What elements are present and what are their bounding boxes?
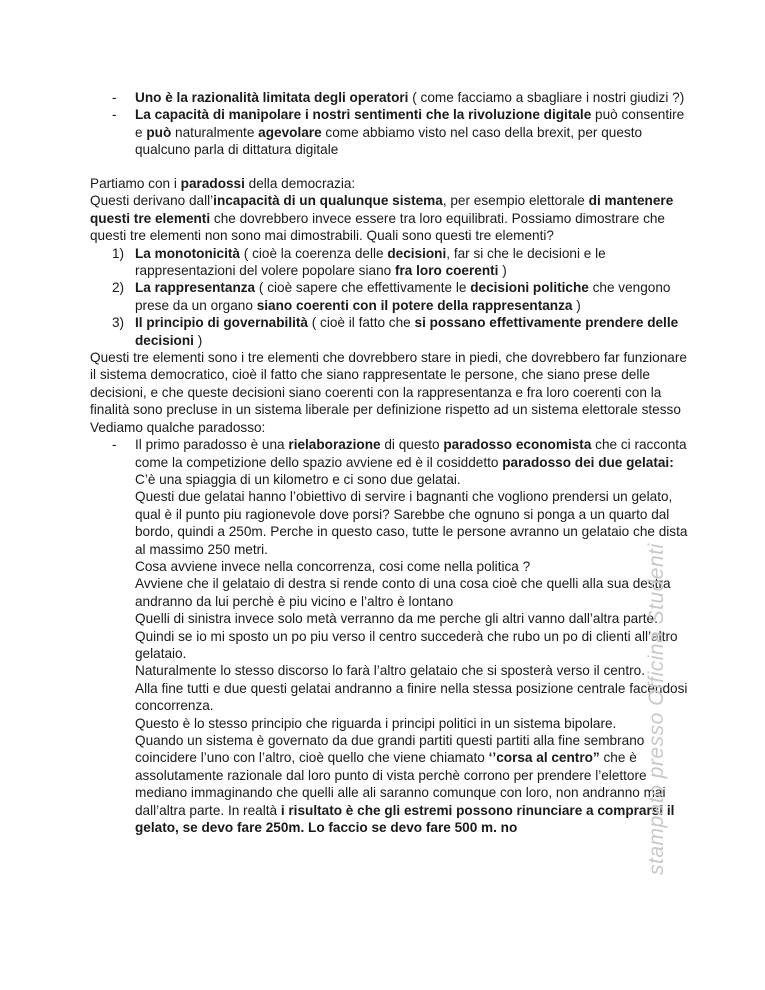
list-item — [90, 106, 690, 158]
intro-list — [90, 89, 690, 159]
list-marker: 3) — [112, 315, 125, 331]
list-item — [90, 279, 690, 314]
text: che vengono prese da un organo — [135, 280, 671, 313]
paragraph — [90, 175, 690, 192]
text: Questi derivano dall’ — [90, 193, 214, 209]
bold-text: può — [146, 124, 172, 140]
sub-paragraph: Naturalmente lo stesso discorso lo farà l’altro gelataio che si sposterà verso il centro. — [135, 663, 646, 679]
list-marker: 2) — [112, 280, 125, 296]
bold-text: agevolare — [258, 124, 322, 140]
paragraph: Vediamo qualche paradosso: — [90, 419, 266, 435]
list-item — [90, 436, 690, 471]
sub-paragraph: Quindi se io mi sposto un po piu verso il centro succederà che rubo un po di clienti all’altro gelataio. — [135, 628, 678, 661]
text: ) — [498, 263, 507, 279]
paragraph — [90, 192, 690, 244]
list-item — [90, 89, 690, 106]
list-marker: 1) — [112, 245, 125, 261]
watermark — [645, 515, 670, 875]
bold-text: Il principio di governabilità — [135, 315, 308, 331]
text: che dovrebbero invece essere tra loro equilibrati. Possiamo dimostrare che questi tre elementi non sono mai dimostrabili. Quali sono questi tre elementi? — [90, 210, 665, 244]
text: come abbiamo visto nel caso della brexit, per questo qualcuno parla di dittatura digitale — [135, 124, 643, 158]
bold-text: rielaborazione — [288, 437, 381, 453]
body-text — [90, 175, 690, 836]
bold-text: incapacità di un qualunque sistema — [213, 193, 443, 209]
text: che ci racconta come la competizione dello spazio avviene ed è il cosiddetto — [135, 437, 687, 470]
sub-paragraph: Quelli di sinistra invece solo metà verranno da me perche gli altri vanno dall’altra parte. — [135, 611, 658, 627]
list-item — [90, 314, 690, 349]
text: ( cioè il fatto che — [307, 315, 415, 331]
text: Quando un sistema è governato da due grandi partiti questi partiti alla fine sembrano coincidere l’uno con l’altro, cioè quello che viene chiamato — [135, 733, 645, 766]
text: della democrazia: — [244, 176, 356, 191]
bold-text: siano coerenti con il potere della rappresentanza — [256, 297, 573, 313]
text: , far si che le decisioni e le rappresentazioni del volere popolare siano — [135, 245, 606, 279]
list-item — [90, 245, 690, 280]
bold-text: paradossi — [180, 176, 245, 191]
paragraph: Questi tre elementi sono i tre elementi che dovrebbero stare in piedi, che dovrebbero far funzionare il sistema democratico, cioè il fatto che siano rappresentate le persone, che siano prese delle decisioni, e che queste decisioni siano coerenti con la rappresentanza e fra loro coerenti con la finalità sono precluse in un sistema liberale per definizione rispetto ad un sistema elettorale stesso — [90, 350, 687, 418]
bold-text: paradosso dei due gelatai: — [502, 454, 674, 470]
bold-text: si possano effettivamente prendere delle decisioni — [135, 315, 679, 348]
sub-paragraph: Avviene che il gelataio di destra si rende conto di una cosa cioè che quelli alla sua destra andranno da lui perchè è piu vicino e l’altro è lontano — [135, 576, 671, 609]
text: Il primo paradosso è una — [135, 437, 289, 453]
bold-text: Uno è la razionalità limitata degli operatori — [135, 90, 409, 105]
text: ( come facciamo a sbagliare i nostri giudizi ?) — [408, 90, 685, 105]
text: naturalmente — [171, 124, 259, 140]
text: ) — [193, 332, 203, 348]
text: , per esempio elettorale — [442, 193, 589, 209]
bold-text: i risultato è che gli estremi possono rinunciare a comprarsi il gelato, se devo fare 250m. Lo faccio se devo fare 500 m. no — [135, 802, 675, 836]
text: di questo — [380, 437, 444, 453]
sub-paragraph: Cosa avviene invece nella concorrenza, cosi come nella politica ? — [135, 558, 531, 574]
bold-text: fra loro coerenti — [394, 263, 499, 279]
sub-paragraph — [90, 732, 690, 836]
watermark-text: stampato presso Officina Studenti — [645, 543, 668, 875]
text: può consentire e — [135, 107, 685, 140]
sub-paragraph: Alla fine tutti e due questi gelatai andranno a finire nella stessa posizione centrale facendosi concorrenza. — [135, 680, 688, 714]
bold-text: paradosso economista — [443, 437, 592, 453]
text: che è assolutamente razionale dal loro punto di vista perchè corrono per prendere l’elettore mediano immaginando che quelli alle ali saranno comunque con loro, non andranno mai dall’altra parte. In realtà — [135, 750, 666, 818]
bold-text: ‘’corsa al centro” — [488, 750, 600, 766]
bold-text: La rappresentanza — [135, 280, 256, 296]
text: Partiamo con i — [90, 176, 181, 191]
text: ( cioè sapere che effettivamente le — [255, 280, 471, 296]
bold-text: di mantenere questi tre elementi — [90, 193, 674, 226]
bold-text: decisioni politiche — [470, 280, 589, 296]
bold-text: La capacità di manipolare i nostri sentimenti che la rivoluzione digitale — [135, 107, 592, 123]
list-marker: - — [112, 437, 117, 453]
list-marker: - — [112, 90, 117, 105]
bold-text: La monotonicità — [135, 245, 240, 261]
text: ) — [572, 297, 581, 313]
bold-text: decisioni — [387, 245, 447, 261]
sub-paragraph: Questi due gelatai hanno l’obiettivo di servire i bagnanti che vogliono prendersi un gelato, qual è il punto piu ragionevole dove porsi? Sarebbe che ognuno si ponga a un quarto dal bordo, quindi a 250m. Perche in questo caso, tutte le persone avranno un gelataio che dista al massimo 250 metri. — [135, 489, 688, 557]
text: ( cioè la coerenza delle — [239, 245, 388, 261]
list-marker: - — [112, 107, 117, 123]
sub-paragraph: Questo è lo stesso principio che riguarda i principi politici in un sistema bipolare. — [135, 715, 617, 731]
sub-paragraph: C’è una spiaggia di un kilometro e ci sono due gelatai. — [135, 471, 461, 487]
